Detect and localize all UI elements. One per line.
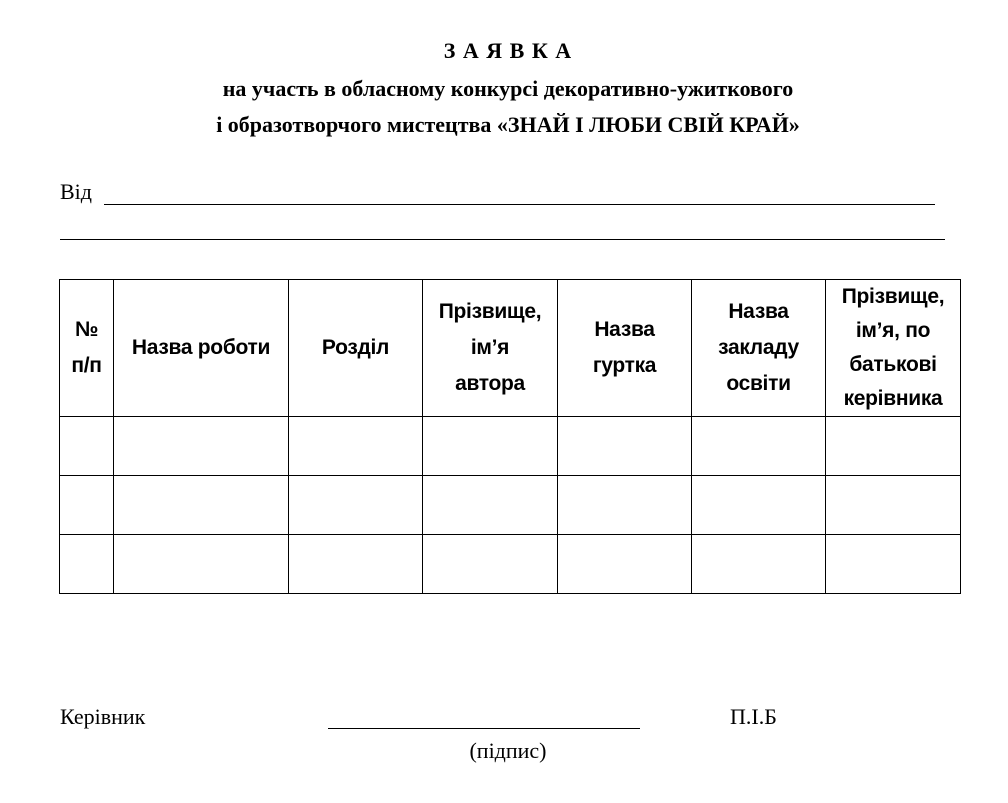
column-header-number: № п/п [60, 280, 114, 417]
from-field-line-2[interactable] [60, 239, 945, 240]
table-cell[interactable] [692, 417, 826, 476]
table-cell[interactable] [60, 417, 114, 476]
column-header-section: Розділ [289, 280, 423, 417]
column-header-author: Прізвище, ім’я автора [423, 280, 558, 417]
signature-caption: (підпис) [469, 738, 547, 763]
from-field-line-1[interactable] [104, 204, 935, 205]
table-cell[interactable] [60, 476, 114, 535]
table-row [60, 476, 961, 535]
column-header-institution: Назва закладу освіти [692, 280, 826, 417]
application-table [59, 279, 961, 594]
name-label: П.І.Б [730, 704, 777, 729]
leader-label: Керівник [60, 704, 146, 729]
from-label: Від [60, 179, 92, 204]
table-cell[interactable] [826, 535, 961, 594]
column-header-leader: Прізвище, ім’я, по батькові керівника [826, 280, 961, 417]
column-header-work-title: Назва роботи [114, 280, 289, 417]
table-row [60, 535, 961, 594]
table-cell[interactable] [558, 417, 692, 476]
document-subtitle-line-1: на участь в обласному конкурсі декоративно-ужиткового [222, 76, 794, 101]
table-cell[interactable] [289, 476, 423, 535]
table-cell[interactable] [423, 535, 558, 594]
column-header-club: Назва гуртка [558, 280, 692, 417]
document-subtitle-line-2: і образотворчого мистецтва «ЗНАЙ І ЛЮБИ СВІЙ КРАЙ» [216, 112, 800, 137]
table-cell[interactable] [826, 476, 961, 535]
table-cell[interactable] [558, 535, 692, 594]
table-cell[interactable] [114, 535, 289, 594]
table-cell[interactable] [114, 417, 289, 476]
table-header-row [60, 280, 961, 417]
table-cell[interactable] [692, 476, 826, 535]
table-cell[interactable] [558, 476, 692, 535]
table-cell[interactable] [692, 535, 826, 594]
table-cell[interactable] [423, 417, 558, 476]
table-cell[interactable] [60, 535, 114, 594]
table-row [60, 417, 961, 476]
table-cell[interactable] [423, 476, 558, 535]
table-cell[interactable] [826, 417, 961, 476]
table-cell[interactable] [114, 476, 289, 535]
table-cell[interactable] [289, 417, 423, 476]
signature-line[interactable] [328, 728, 640, 729]
table-cell[interactable] [289, 535, 423, 594]
document-title: З А Я В К А [443, 38, 573, 63]
